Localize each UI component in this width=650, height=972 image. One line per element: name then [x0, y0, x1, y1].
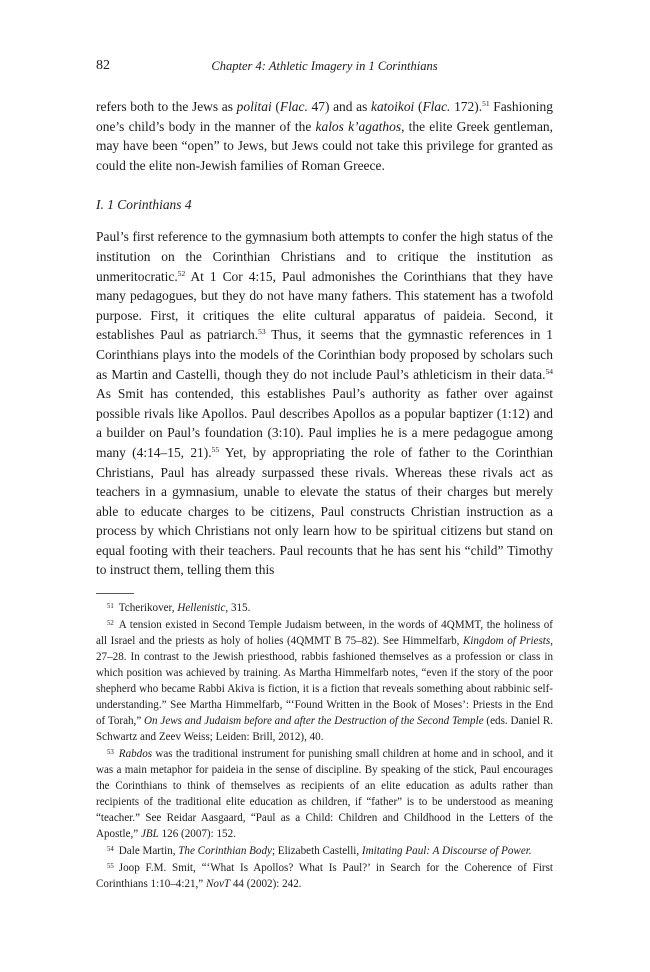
section-heading: I. 1 Corinthians 4 — [96, 197, 192, 213]
footnote-ref-53[interactable]: 53 — [258, 327, 266, 337]
footnote-separator — [96, 593, 134, 594]
footnote-ref-54[interactable]: 54 — [545, 366, 553, 376]
book-page — [96, 58, 553, 892]
footnote-53: $^{53}$ Rabdos was the traditional instrument for punishing small children at home and in school, and it was a main metaphor for paideia in the sense of discipline. By speaking of the stick, Paul encourages the Corinthians to think of themselves as recipients of an elite education as adults rather than recipients of the traditional elite education as children, if “father” is to be understood as meaning “teacher.” See Reidar Aasgaard, “Paul as a Child: Children and Childhood in the Letters of the Apostle,” JBL 126 (2007): 152. — [96, 747, 553, 841]
footnote-51: $^{51}$ Tcherikover, Hellenistic, 315. — [107, 602, 251, 615]
page-number: 82 — [96, 58, 110, 73]
footnote-ref-51[interactable]: 51 — [482, 99, 490, 108]
footnote-54: $^{54}$ Dale Martin, The Corinthian Body; Elizabeth Castelli, Imitating Paul: A Discourse of Power. — [107, 844, 532, 857]
footnote-52: $^{52}$ A tension existed in Second Temple Judaism between, in the words of 4QMMT, the holiness of all Israel and the priests as holy of holies (4QMMT B 75–82). See Himmelfarb, Kingdom of Priests, 27–28. In contrast to the Jewish priesthood, rabbis fashioned themselves as a profession or class in which position was achieved by training. As Martha Himmelfarb notes, “even if the story of the poor shepherd who became Rabbi Akiva is fiction, it is a fiction that reveals something about rabbinic self-understanding.” See Martha Himmelfarb, “‘Found Written in the Book of Moses’: Priests in the End of Torah,” On Jews and Judaism before and after the Destruction of the Second Temple (eds. Daniel R. Schwartz and Zeev Weiss; Leiden: Brill, 2012), 40. — [96, 618, 554, 744]
paragraph-continuation: refers both to the Jews as politai (Flac. 47) and as katoikoi (Flac. 172).$^{51}$ Fashioning one’s child’s body in the manner of the kalos k’agathos, the elite Greek gentleman, may have been “open” to Jews, but Jews could not take this privilege for granted as could the elite non-Jewish families of Roman Greece. — [96, 99, 553, 173]
footnote-ref-55[interactable]: 55 — [211, 444, 220, 454]
chapter-title: Chapter 4: Athletic Imagery in 1 Corinthians — [211, 59, 438, 73]
footnote-ref-52[interactable]: 52 — [177, 268, 186, 278]
paragraph-main: Paul’s first reference to the gymnasium both attempts to confer the high status of the institution on the Corinthian Christians and to critique the institution as unmeritocratic.$^{52}$ At 1 Cor 4:15, Paul admonishes the Corinthians that they have many pedagogues, but they do not have many fathers. This statement has a twofold purpose. First, it critiques the elite cultural apparatus of paideia. Second, it establishes Paul as patriarch.$^{53}$ Thus, it seems that the gymnastic references in 1 Corinthians plays into the models of the Corinthian body proposed by scholars such as Martin and Castelli, though they do not include Paul’s athleticism in their data.$^{54}$ As Smit has contended, this establishes Paul’s authority as father over against possible rivals like Apollos. Paul describes Apollos as a popular baptizer (1:12) and a builder on Paul’s foundation (3:10). Paul implies he is a mere pedagogue among many (4:14–15, 21).$^{55}$ Yet, by appropriating the role of father to the Corinthian Christians, Paul has already surpassed these rivals. Whereas these rivals act as teachers in a gymnasium, unable to elevate the status of their charges but merely able to educate charges to be citizens, Paul constructs Christian instruction as a process by which Christians not only learn how to be spiritual citizens but stand on equal footing with their teachers. Paul recounts that he has sent his “child” Timothy to instruct them, telling them this — [96, 229, 553, 578]
footnote-55: $^{55}$ Joop F.M. Smit, “‘What Is Apollos? What Is Paul?’ in Search for the Coherence of First Corinthians 1:10–4:21,” NovT 44 (2002): 242. — [96, 861, 553, 890]
running-header — [96, 58, 553, 80]
